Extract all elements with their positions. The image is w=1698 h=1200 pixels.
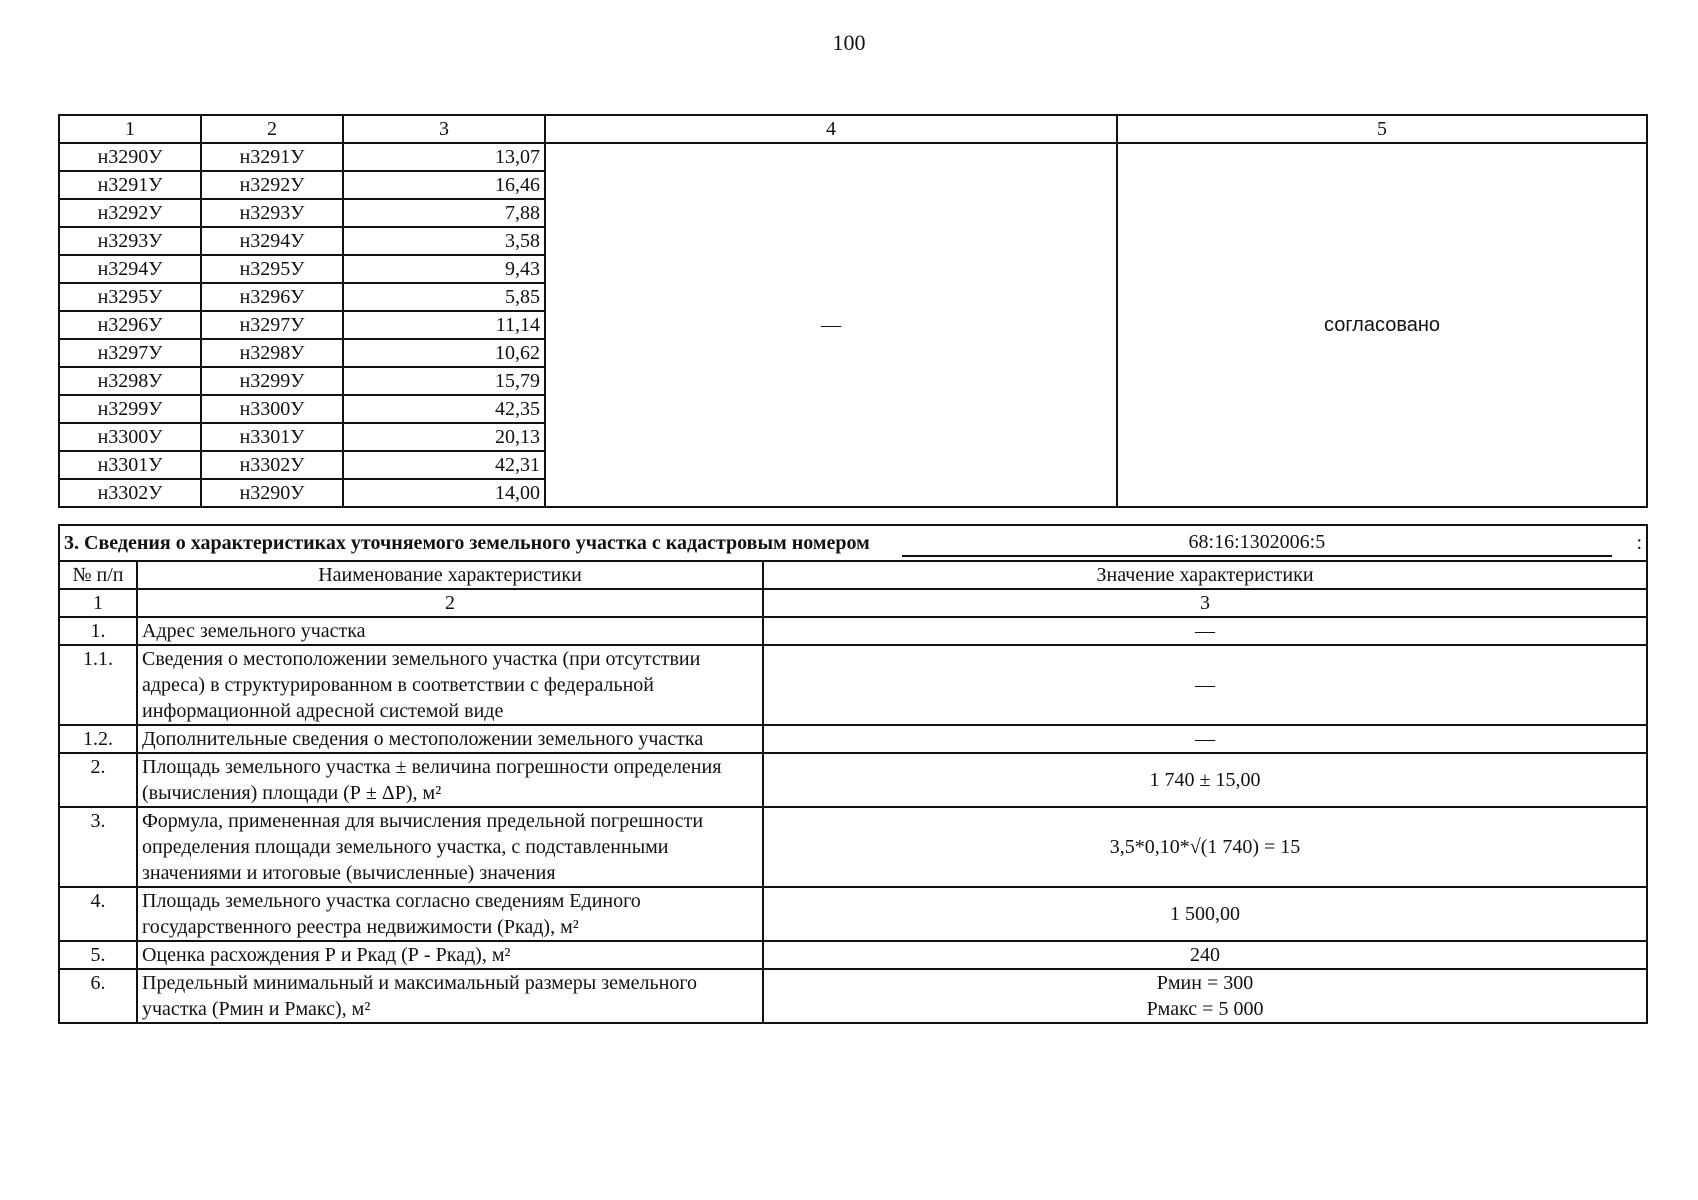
segment-length: 3,58 <box>343 227 545 255</box>
segment-length: 42,35 <box>343 395 545 423</box>
characteristic-value: — <box>763 645 1647 725</box>
route-header-2: 2 <box>201 115 343 143</box>
point-to: н3302У <box>201 451 343 479</box>
point-to: н3293У <box>201 199 343 227</box>
point-from: н3299У <box>59 395 201 423</box>
point-from: н3294У <box>59 255 201 283</box>
table-row <box>59 645 1647 725</box>
point-from: н3302У <box>59 479 201 507</box>
point-to: н3297У <box>201 311 343 339</box>
row-number: 2. <box>59 753 137 807</box>
row-number: 1.1. <box>59 645 137 725</box>
point-from: н3301У <box>59 451 201 479</box>
segment-length: 20,13 <box>343 423 545 451</box>
characteristic-name: Формула, примененная для вычисления предельной погрешности определения площади земельного участка, с подставленными значениями и итоговые (вычисленные) значения <box>137 807 763 887</box>
characteristic-name: Дополнительные сведения о местоположении земельного участка <box>137 725 763 753</box>
row-number: 1.2. <box>59 725 137 753</box>
segment-length: 15,79 <box>343 367 545 395</box>
point-to: н3299У <box>201 367 343 395</box>
segment-length: 7,88 <box>343 199 545 227</box>
point-from: н3291У <box>59 171 201 199</box>
col5-merged-value: согласовано <box>1117 143 1647 507</box>
segment-length: 16,46 <box>343 171 545 199</box>
table-row <box>59 969 1647 1023</box>
point-from: н3298У <box>59 367 201 395</box>
section3-colon: : <box>1636 532 1643 554</box>
characteristic-value: 3,5*0,10*√(1 740) = 15 <box>763 807 1647 887</box>
point-to: н3296У <box>201 283 343 311</box>
header-number-3: 3 <box>763 589 1647 617</box>
row-number: 3. <box>59 807 137 887</box>
table-row <box>59 807 1647 887</box>
characteristic-value: — <box>763 725 1647 753</box>
segment-length: 14,00 <box>343 479 545 507</box>
header-value: Значение характеристики <box>763 561 1647 589</box>
characteristic-name: Сведения о местоположении земельного участка (при отсутствии адреса) в структурированном в соответствии с федеральной информационной адресной системой виде <box>137 645 763 725</box>
characteristic-name: Оценка расхождения Р и Ркад (Р - Ркад), м² <box>137 941 763 969</box>
route-table <box>58 114 1648 508</box>
characteristic-value: 1 740 ± 15,00 <box>763 753 1647 807</box>
point-from: н3296У <box>59 311 201 339</box>
characteristic-value-range <box>763 969 1647 1023</box>
point-to: н3300У <box>201 395 343 423</box>
characteristic-name: Площадь земельного участка согласно сведениям Единого государственного реестра недвижимости (Ркад), м² <box>137 887 763 941</box>
characteristic-name: Площадь земельного участка ± величина погрешности определения (вычисления) площади (Р ± ΔР), м² <box>137 753 763 807</box>
table-row <box>59 887 1647 941</box>
characteristic-name: Адрес земельного участка <box>137 617 763 645</box>
characteristics-header-row <box>59 561 1647 589</box>
characteristic-value: 1 500,00 <box>763 887 1647 941</box>
min-area-value: Рмин = 300 <box>1156 972 1254 994</box>
characteristics-header-numbers-row <box>59 589 1647 617</box>
page-number: 100 <box>832 30 866 55</box>
route-header-3: 3 <box>343 115 545 143</box>
point-from: н3293У <box>59 227 201 255</box>
segment-length: 10,62 <box>343 339 545 367</box>
segment-length: 5,85 <box>343 283 545 311</box>
route-header-5: 5 <box>1117 115 1647 143</box>
segment-length: 11,14 <box>343 311 545 339</box>
characteristics-table <box>58 524 1648 1024</box>
characteristic-value: — <box>763 617 1647 645</box>
table-row <box>59 725 1647 753</box>
section3-title-cell <box>59 525 1647 561</box>
route-header-4: 4 <box>545 115 1117 143</box>
point-to: н3290У <box>201 479 343 507</box>
route-table-header-row <box>59 115 1647 143</box>
point-from: н3292У <box>59 199 201 227</box>
point-from: н3297У <box>59 339 201 367</box>
header-number-2: 2 <box>137 589 763 617</box>
header-num: № п/п <box>59 561 137 589</box>
point-from: н3295У <box>59 283 201 311</box>
point-to: н3292У <box>201 171 343 199</box>
header-number-1: 1 <box>59 589 137 617</box>
point-to: н3291У <box>201 143 343 171</box>
point-to: н3298У <box>201 339 343 367</box>
characteristic-value: 240 <box>763 941 1647 969</box>
table-row <box>59 143 1647 171</box>
row-number: 1. <box>59 617 137 645</box>
segment-length: 9,43 <box>343 255 545 283</box>
section3-title-row <box>59 525 1647 561</box>
point-from: н3300У <box>59 423 201 451</box>
col4-merged-value: — <box>545 143 1117 507</box>
header-name: Наименование характеристики <box>137 561 763 589</box>
table-row <box>59 941 1647 969</box>
point-to: н3301У <box>201 423 343 451</box>
segment-length: 13,07 <box>343 143 545 171</box>
section3-title: 3. Сведения о характеристиках уточняемого земельного участка с кадастровым номером <box>64 532 870 554</box>
cadastral-number: 68:16:1302006:5 <box>902 529 1612 557</box>
row-number: 5. <box>59 941 137 969</box>
point-from: н3290У <box>59 143 201 171</box>
route-header-1: 1 <box>59 115 201 143</box>
segment-length: 42,31 <box>343 451 545 479</box>
characteristic-name: Предельный минимальный и максимальный размеры земельного участка (Рмин и Рмакс), м² <box>137 969 763 1023</box>
table-row <box>59 617 1647 645</box>
point-to: н3294У <box>201 227 343 255</box>
table-row <box>59 753 1647 807</box>
max-area-value: Рмакс = 5 000 <box>1146 998 1264 1020</box>
point-to: н3295У <box>201 255 343 283</box>
row-number: 4. <box>59 887 137 941</box>
row-number: 6. <box>59 969 137 1023</box>
